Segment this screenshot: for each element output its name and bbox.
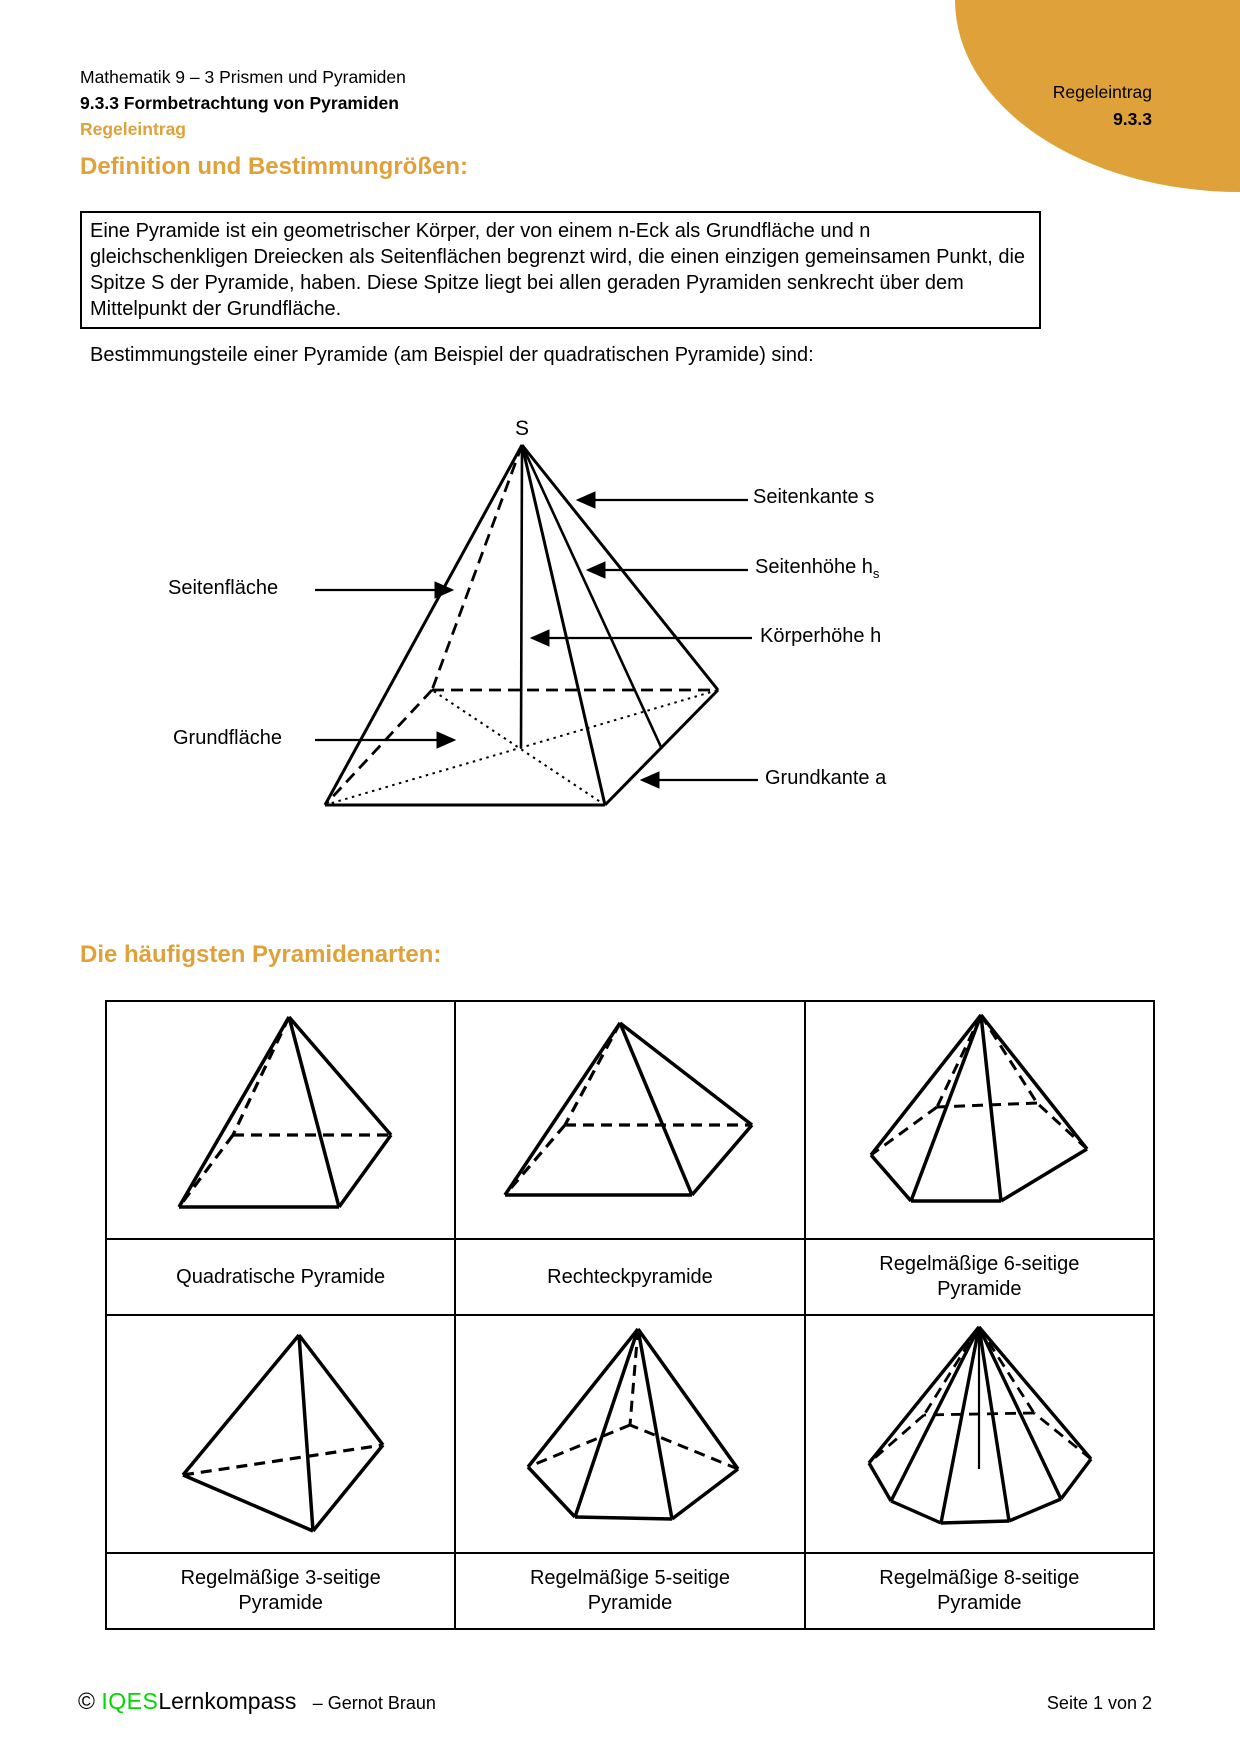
label-cell — [455, 1239, 804, 1315]
penta-pyramid-figure — [480, 1317, 780, 1547]
pyramid-type-label-line2: Pyramide — [937, 1592, 1022, 1614]
pyramid-type-label: Regelmäßige 3-seitige — [180, 1567, 381, 1589]
footer-author: – Gernot Braun — [312, 1693, 436, 1713]
rect-pyramid-figure — [480, 1003, 780, 1233]
image-cell-square — [106, 1001, 455, 1239]
label-cell — [805, 1553, 1154, 1629]
koerperhoehe-label: Körperhöhe h — [760, 625, 882, 647]
corner-blob-decoration — [955, 0, 1240, 192]
table-row — [106, 1001, 1154, 1239]
seitenkante-label: Seitenkante s — [753, 486, 875, 508]
label-cell — [455, 1553, 804, 1629]
pyramid-type-label: Regelmäßige 5-seitige — [529, 1567, 731, 1589]
image-cell-tri — [106, 1315, 455, 1553]
slant-height-line — [522, 445, 661, 747]
table-row — [106, 1315, 1154, 1553]
pyramid-types-table — [105, 1000, 1155, 1630]
seitenhoehe-label-text: Seitenhöhe h — [755, 556, 873, 578]
page-header — [80, 64, 406, 142]
pyramid-type-label: Regelmäßige 6-seitige — [879, 1253, 1080, 1275]
brand-lernkompass: Lernkompass — [158, 1688, 297, 1714]
badge-number: 9.3.3 — [1113, 109, 1152, 129]
grundkante-label: Grundkante a — [765, 767, 887, 789]
square-pyramid-figure — [131, 1003, 431, 1233]
octa-pyramid-figure — [829, 1317, 1129, 1547]
definition-text: Eine Pyramide ist ein geometrischer Körper, der von einem n-Eck als Grundfläche und n gleichschenkligen Dreiecken als Seitenflächen begrenzt wird, die einen einzigen gemeinsamen Punkt, die Spitze S der Pyramide, haben. Diese Spitze liegt bei allen geraden Pyramiden senkrecht über dem Mittelpunkt der Grundfläche. — [90, 220, 1026, 320]
table-row — [106, 1239, 1154, 1315]
apex-label: S — [514, 417, 530, 440]
pyramid-type-label: Rechteckpyramide — [547, 1265, 713, 1288]
grundflaeche-label: Grundfläche — [173, 727, 282, 749]
header-type-line: Regeleintrag — [80, 119, 186, 139]
tri-pyramid-figure — [131, 1317, 431, 1547]
definition-box — [80, 211, 1041, 329]
definition-section-heading: Definition und Bestimmungrößen: — [80, 153, 468, 180]
brand-iqes: IQES — [101, 1688, 159, 1714]
image-cell-octa — [805, 1315, 1154, 1553]
seitenflaeche-label: Seitenfläche — [168, 577, 279, 599]
badge-label: Regeleintrag — [1052, 82, 1152, 102]
types-section-heading: Die häufigsten Pyramidenarten: — [80, 941, 442, 968]
label-cell — [106, 1239, 455, 1315]
header-course-line: Mathematik 9 – 3 Prismen und Pyramiden — [80, 67, 406, 87]
pyramid-type-label: Quadratische Pyramide — [176, 1265, 386, 1288]
image-cell-penta — [455, 1315, 804, 1553]
pyramid-type-label-line2: Pyramide — [937, 1278, 1022, 1300]
pyramid-type-label: Regelmäßige 8-seitige — [879, 1567, 1080, 1589]
image-cell-rect — [455, 1001, 804, 1239]
pyramid-diagram — [130, 405, 1010, 835]
table-row — [106, 1553, 1154, 1629]
copyright-symbol: © — [78, 1688, 95, 1714]
label-cell — [805, 1239, 1154, 1315]
body-height-line — [521, 445, 522, 747]
diagram-intro-text: Bestimmungsteile einer Pyramide (am Beispiel der quadratischen Pyramide) sind: — [90, 344, 814, 366]
page-number: Seite 1 von 2 — [1046, 1693, 1152, 1713]
hex-pyramid-figure — [829, 1003, 1129, 1233]
header-topic-line: 9.3.3 Formbetrachtung von Pyramiden — [80, 93, 399, 113]
page-footer — [78, 1688, 436, 1715]
annotation-arrows — [315, 500, 758, 780]
label-cell — [106, 1553, 455, 1629]
pyramid-type-label-line2: Pyramide — [587, 1592, 673, 1614]
seitenhoehe-label — [755, 556, 879, 581]
image-cell-hex — [805, 1001, 1154, 1239]
seitenhoehe-label-subscript: s — [872, 566, 880, 581]
pyramid-type-label-line2: Pyramide — [238, 1592, 323, 1614]
